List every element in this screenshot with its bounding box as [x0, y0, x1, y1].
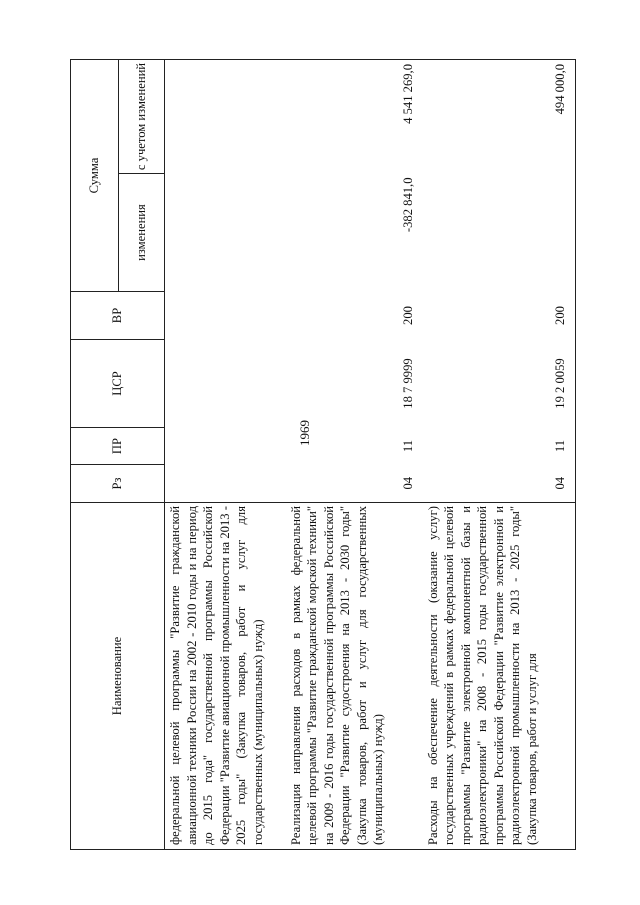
table-row [423, 59, 576, 849]
row-vr: 200 [400, 306, 415, 325]
row-csr [165, 340, 286, 428]
row-csr: 18 7 9999 [400, 358, 415, 409]
row-rz: 04 [423, 465, 576, 503]
header-vr: ВР [71, 292, 165, 340]
row-with-change: 494 000,0 [423, 59, 576, 173]
row-name: Реализация направления расходов в рамках федеральной целевой программы "Развитие гражданской морской техники" на 2009 - 2016 годы государственной программы Российской Федерации "Развитие судостроения на 2013 - 2030 годы" (Закупка товаров, работ и услуг для государственных (муниципальных) нужд) [286, 503, 423, 850]
header-csr: ЦСР [71, 340, 165, 428]
header-sum: Сумма [71, 59, 119, 291]
table-row [165, 59, 286, 849]
row-vr: 200 [423, 292, 576, 340]
row-change [423, 174, 576, 292]
budget-table [70, 59, 576, 850]
header-name: Наименование [71, 503, 165, 850]
table-row [286, 59, 423, 849]
header-change: изменения [119, 174, 165, 292]
row-name: федеральной целевой программы "Развитие гражданской авиационной техники России на 2002 - 2010 годы и на период до 2015 года" государственной программы Российской Федерации "Развитие авиационной промышленности на 2013 - 2025 годы" (Закупка товаров, работ и услуг для государственных (муниципальных) нужд) [165, 503, 286, 850]
row-change [165, 174, 286, 292]
row-pr: 11 [400, 439, 415, 453]
row-name: Расходы на обеспечение деятельности (оказание услуг) государственных учреждений в рамках федеральной целевой программы "Развитие электронной компонентной базы и радиоэлектроники" на 2008 - 2015 годы государственной программы Российской Федерации "Развитие электронной и радиоэлектронной промышленности на 2013 - 2025 годы" (Закупка товаров, работ и услуг для [423, 503, 576, 850]
page-number: 1969 [297, 420, 312, 446]
row-change: -382 841,0 [400, 177, 415, 233]
row-rz: 04 [286, 465, 423, 503]
header-rz: Рз [71, 465, 165, 503]
row-pr [165, 428, 286, 465]
row-rz [165, 465, 286, 503]
row-vr [165, 292, 286, 340]
row-with-change [165, 59, 286, 173]
row-csr: 19 2 0059 [423, 340, 576, 428]
row-pr: 11 [423, 428, 576, 465]
row-with-change: 4 541 269,0 [286, 59, 423, 173]
header-with-change: с учетом изменений [119, 59, 165, 173]
header-pr: ПР [71, 428, 165, 465]
rotated-table-wrapper [70, 60, 575, 850]
